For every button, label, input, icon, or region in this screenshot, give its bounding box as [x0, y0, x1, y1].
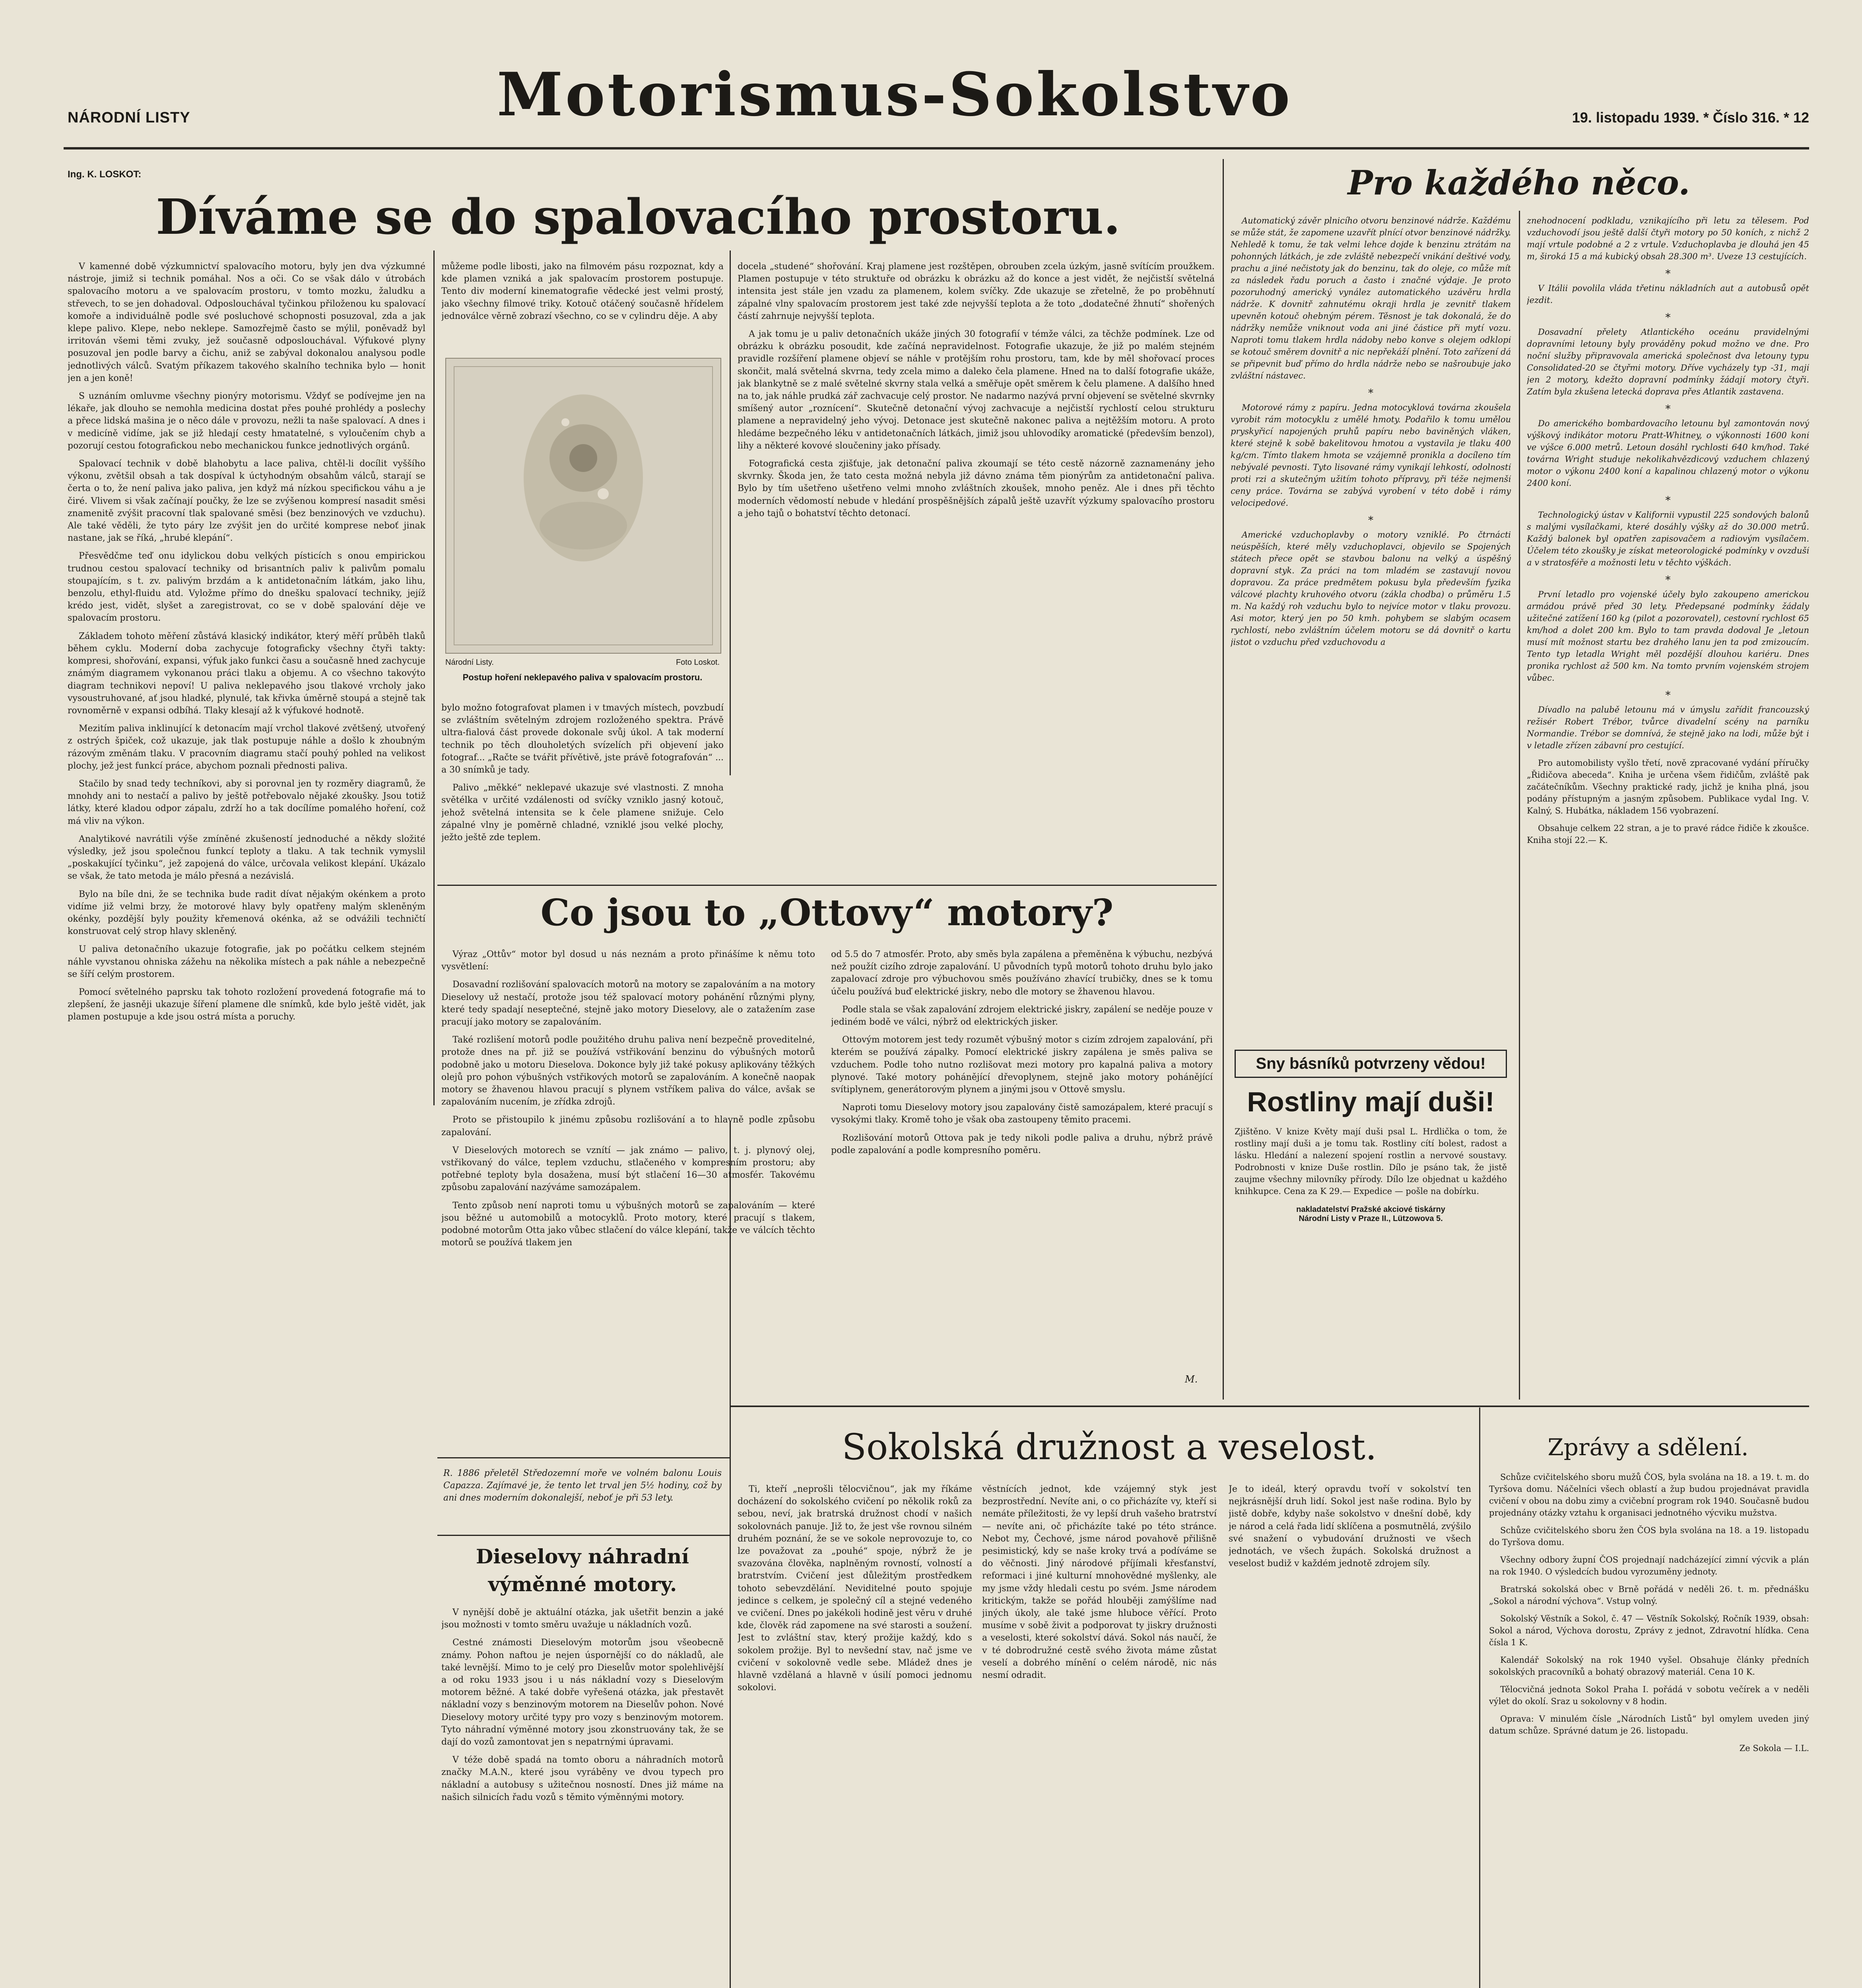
main-article-title: Díváme se do spalovacího prostoru.: [156, 188, 1120, 245]
plants-ad-headline: Rostliny mají duši!: [1247, 1086, 1495, 1117]
paragraph: V Dieselových motorech se vznítí — jak známo — palivo, t. j. plynový olej, vstřikovaný do válce, teplem vzduchu, stlačeného v kompresním prostoru; aby potřebné teploty byla dosažena, musí být stlačení 16—30 atmosfér. Takovému způsobu zapalování nazýváme samozápalem.: [441, 1145, 815, 1193]
plants-ad-banner: Sny básníků potvrzeny vědou!: [1235, 1050, 1507, 1078]
news-item: Všechny odbory župní ČOS projednají nadcházející zimní výcvik a plán na rok 1940. O výsledcích budou vyrozuměny jednoty.: [1489, 1555, 1809, 1576]
paragraph: Mezitím paliva inklinující k detonacím mají vrchol tlakové zvětšený, utvořený z ostrých špiček, což ukazuje, jak tlak postupuje náhle a došlo k zhoubným rázovým změnám tlaku. V pracovním diagramu stačí pouhý pohled na velikost plochy, jež jest funkcí práce, abychom poznali přednosti paliva.: [68, 724, 425, 771]
col-rule-1: [433, 250, 435, 1105]
star-separator: *: [1665, 689, 1671, 701]
date-issue: 19. listopadu 1939. * Číslo 316. * 12: [1572, 109, 1809, 126]
header-rule: [64, 147, 1809, 149]
paragraph: Výraz „Ottův“ motor byl dosud u nás neznám a proto přinášíme k němu toto vysvětlení:: [441, 949, 815, 972]
balloon-rule: [437, 1457, 730, 1458]
paragraph: Podle stala se však zapalování zdrojem elektrické jiskry, zapálení se neděje pouze v jediném bodě ve válci, nýbrž od elektrických jisker.: [831, 1004, 1213, 1027]
paragraph: věstnících jednot, kde vzájemný styk jest bezprostřední. Nevíte ani, o co přicházíte vy, kteří si nemáte příležitosti, že vy lepší druh vašeho bratrství — nevíte ani, oč přicházíte také po této stránce. Nebot my, Čechové, jsme národ povahově přilišně pesimistický, kdy se naše kroky trvá a podíváme se do věčnosti. Jiný národové příjímali křesťanství, reformaci i jiné kulturní mnohovědné myšlenky, ale my jsme vždy hledali cestu po svém. Jsme národem kritickým, takže se pořád hlouběji zamýšlíme nad jiných úkoly, ale také jsme hluboce věřící. Proto musíme v sobě živit a podporovat ty jiskry družnosti a veselosti, které sokolství dává. Sokol nás naučí, že v té dobrodružné cestě svého života máme zůstat veselí a dobrého mínění o celém národě, nic nás nesmí odradit.: [982, 1484, 1217, 1681]
paragraph: V nynější době je aktuální otázka, jak ušetřit benzin a jaké jsou možnosti v tomto směru uvažuje u nákladních vozů.: [441, 1607, 724, 1630]
paragraph: Pro automobilisty vyšlo třetí, nově zpracované vydání příručky „Řidičova abeceda“. Kniha je určena všem řidičům, zvláště pak začátečníkům. Všechny praktické rady, jichž je kniha plná, jsou podány přístupným a jasným způsobem. Publikace vydal Ing. V. Kalný, S. Hubátka, nákladem 156 vyobrazení.: [1527, 758, 1809, 815]
news-item: Kalendář Sokolský na rok 1940 vyšel. Obsahuje články předních sokolských pracovníků a bohatý obrazový materiál. Cena 10 K.: [1489, 1655, 1809, 1677]
star-separator: *: [1665, 495, 1671, 507]
photo-credit-right: Foto Loskot.: [676, 658, 720, 667]
paragraph: Ti, kteří „neprošli tělocvičnou“, jak my říkáme docházení do sokolského cvičení po několik roků za sebou, neví, jak bratrská družnost chodí v našich sokolovnách panuje. Již to, že jest vše rovnou silném druhém poznání, že se ve sokole neprovozuje to, co lze považovat za „pouhé“ spoje, nýbrž že je svazována člověka, naplněným rovností, volností a bratrstvím. Cvičení jest důležitým prostředkem tohoto sebevzdělání. Neviditelné pouto spojuje jedince s celkem, je společný cíl a stejné vedeného ve cvičení. Dnes po jakékoli hodině jest věru v druhé kde, člověk rád zapomene na své starosti a soužení. Jest to zvláštní stav, který prožije každý, kdo s sokolem prožije. Byl to nevšední stav, nač jsme ve cvičení v sokolovně vedle sebe. Mládež dnes je hlavně vzdělaná a hlavně v úsilí pomoci jednomu sokolovi.: [738, 1484, 972, 1693]
author-line: Ing. K. LOSKOT:: [68, 169, 142, 180]
paragraph: Dosavadní přelety Atlantického oceánu pravidelnými dopravními letouny byly prováděny pokud možno ve dne. Pro noční služby připravovala americká společnost dva letouny typu Consolidated-20 se čtyřmi motory. Dříve vycházely typ -31, mají jen 2 motory, kdežto dopravní podmínky žádají motory čtyři. Zatím byla zkušena letecká doprava přes Atlantik zastavena.: [1527, 327, 1809, 396]
main-article-col3: [738, 260, 1215, 960]
diesel-rule: [437, 1535, 730, 1536]
news-item: Bratrská sokolská obec v Brně pořádá v neděli 26. t. m. přednášku „Sokol a národní výchova“. Vstup volný.: [1489, 1584, 1809, 1606]
news-text: [1489, 1471, 1809, 1988]
paragraph: Také rozlišení motorů podle použitého druhu paliva není bezpečně proveditelné, protože dnes na př. již se používá vstřikování benzinu do výbušných motorů podobně jako u motoru Dieselova. Dokonce byly již také pokusy aplikovány těžkých olejů pro pohon výbušných vstřikových motorů se zapalováním. A konečně naopak motory se žhavenou hlavou pracují s plynem vstříkem paliva do válce, avšak se zapalováním nucením, je zřídka zdrojů.: [441, 1035, 815, 1107]
paragraph: Naproti tomu Dieselovy motory jsou zapalovány čistě samozápalem, které pracují s vysokými tlaky. Kromě toho je však oba zastoupeny těmito pracemi.: [831, 1103, 1213, 1125]
paragraph: Fotografická cesta zjišťuje, jak detonační paliva zkoumají se této cestě názorně zaznamenány jeho skvrnky. Škoda jen, že tato cesta možná nebyla již dávno známa těm pionýrům za antidetonační paliva. Bylo by tím ušetřeno ušetřeno velmi mnoho zvláštních zkoušek, mnoho peněz. Ale i dnes při těchto moderních vědomostí nebude v hledání prospěšnějších zápalů ještě uzavřít výzkumy spalovacího prostoru a jeho tajů o bohatství těchto detonací.: [738, 459, 1215, 518]
paragraph: Motorové rámy z papíru. Jedna motocyklová továrna zkoušela vyrobit rám motocyklu z umělé hmoty. Podařilo k tomu umělou pryskyřicí napojených pruhů papíru nebo baviněných vláken, které stejně k sobě bakelitovou hmotou a vystavila je tlaku 400 kg/cm. Tímto tlakem hmota se vzájemně pronikla a docíleno tím nebývalé pevnosti. Tyto lisované rámy vynikají lehkostí, odolností proti rzi a skutečným užitím tohoto přípravy, při téže nejmenší ceny práce. Továrna se zabývá vyrobení v této době i rámy velocipedové.: [1231, 403, 1511, 508]
star-separator: *: [1665, 403, 1671, 415]
paragraph: Rozlišování motorů Ottova pak je tedy nikoli podle paliva a druhu, nýbrž právě podle zapalování a podle kompresního poměru.: [831, 1133, 1213, 1155]
paragraph: Technologický ústav v Kalifornii vypustil 225 sondových balonů s malými vysílačkami, které dosáhly výšky až do 30.000 metrů. Každý balonek byl opatřen zapisovačem a radiovým vysílačem. Účelem této zkoušky je získat meteorologické podmínky v ovzduší a v stratosféře a možnosti letu v těchto výškách.: [1527, 510, 1809, 567]
otto-signature: M.: [1185, 1374, 1198, 1385]
combustion-photo-image: [446, 359, 720, 653]
news-rule: [1479, 1408, 1480, 1988]
star-separator: *: [1665, 312, 1671, 324]
diesel-title: Dieselovy náhradní výměnné motory.: [476, 1545, 689, 1596]
plants-ad-publisher2: Národní Listy v Praze II., Lützowova 5.: [1299, 1214, 1443, 1223]
paragraph: bylo možno fotografovat plamen i v tmavých místech, povzbudí se zvláštním světelným zdrojem rozloženého spektra. Právě ultra-fialová část provede dokonale svůj úkol. A tak moderní technik po těch dlouholetých svízelích při objevení jako fotograf... „Račte se tvářit přívětivě, jste právě fotografován“ ... a 30 snímků je tady.: [441, 703, 724, 775]
news-item: Sokolský Věstník a Sokol, č. 47 — Věstník Sokolský, Ročník 1939, obsah: Sokol a národ, Výchova dorostu, Zprávy z jednot, Zdravotní hlídka. Cena čísla 1 K.: [1489, 1614, 1809, 1647]
star-separator: *: [1368, 387, 1373, 399]
otto-col-left: [441, 948, 815, 1457]
paragraph: od 5.5 do 7 atmosfér. Proto, aby směs byla zapálena a přeměněna k výbuchu, nezbývá než použít cizího zdroje zapalování. U původních typů motorů tohoto druhu bylo jako zapalovací zdroje pro výbuchovou směs používáno zhavící trubičky, dnes se k tomu účelu používá buď elektrické jiskry, nebo dle motory se žhavenou hlavou.: [831, 949, 1213, 997]
paragraph: Bylo na bíle dni, že se technika bude radit dívat nějakým okénkem a proto vidíme již velmi brzy, že motorové hlavy byly opatřeny malým skleněným okénky, pozdější byly použity křemenová okénka, až se odvážili techničtí konstruovat celý strop hlavy skleněný.: [68, 889, 425, 937]
star-separator: *: [1665, 574, 1671, 586]
paragraph: Ottovým motorem jest tedy rozumět výbušný motor s cizím zdrojem zapalování, při kterém se používá zápalky. Pomocí elektrické jiskry zapálena je směs paliva se vzduchem. Podle toho nutno rozlišovat mezi motory pro kapalná paliva a motory plynové. Také motory pohánějící dřevoplynem, stejně jako motory pohánějící svítiplynem, generátorovým plynem a jinými jsou v Ottově smyslu.: [831, 1035, 1213, 1095]
news-item: Schůze cvičitelského sboru žen ČOS byla svolána na 18. a 19. listopadu do Tyršova domu.: [1489, 1526, 1809, 1547]
news-item: Oprava: V minulém čísle „Národních Listů“ byl omylem uveden jiný datum schůze. Správné datum je 26. listopadu.: [1489, 1714, 1809, 1736]
main-article-col1: [68, 260, 425, 1988]
col-rule-3: [1223, 159, 1224, 1400]
otto-title: Co jsou to „Ottovy“ motory?: [540, 891, 1114, 934]
sokol-title: Sokolská družnost a veselost.: [842, 1426, 1377, 1468]
paragraph: Proto se přistoupilo k jinému způsobu rozlišování a to hlavně podle způsobu zapalování.: [441, 1115, 815, 1138]
paragraph: A jak tomu je u paliv detonačních ukáže jiných 30 fotografií v témže válci, za těchže podmínek. Lze od obrázku k obrázku posoudit, kde začíná nepravidelnost. Fotografie ukazuje, že již po malém stejném pravidle rozšíření plamene objeví se náhle v protějším rohu prostoru, tam, kde by měl shořovací proces skončit, malá světelná skvrna, tedy zcela mimo a daleko čela plamene. Hned na to další fotografie ukáže, jak blankytně se z malé světelné skvrny stala velká a směřuje opět směrem k čelu plamene. A dalšího hned na to, jak náhle prudká zář zachvacuje celý prostor. Ne nadarmo nazývá první objevení se světelné skvrnky smíšený autor „roznícení“. Skutečně detonační vývoj zachvacuje a nejčistší rychlostí celou strukturu plamene a nepravidelný jeho vývoj. Detonace jest skutečně nakonec paliva a nejtěžším motoru. A proto hledáme bezpečného léku v antidetonačních látkách, jimiž jsou uhlovodíky aromatické (především benzol), lihy a některé kovové sloučeniny jako přísady.: [738, 329, 1215, 451]
sokol-col3: [1229, 1483, 1471, 1988]
photo-caption: Postup hoření neklepavého paliva v spalovacím prostoru.: [462, 672, 703, 682]
combustion-photo: [445, 358, 721, 654]
paragraph: Dosavadní rozlišování spalovacích motorů na motory se zapalováním a na motory Dieselovy už nestačí, protože jsou též spalovací motory pohánění různými plyny, které tedy spadají neseptečné, stejně jako motory Dieselovy, ale o zatažením zase pracují jako motory se zapalováním.: [441, 980, 815, 1027]
paragraph: Je to ideál, který opravdu tvoří v sokolství ten nejkrásnější druh lidí. Sokol jest naše rodina. Bylo by jistě dobře, kdyby naše sokolstvo v dnešní době, kdy je národ a celá řada lidí sklíčena a posmutnělá, zvýšilo své snažení o vybudování družnosti ve všech jednotách, ve všech župách. Sokolská družnost a veselost budiž v každém jednotě zdrojem síly.: [1229, 1484, 1471, 1569]
paragraph: docela „studené“ shořování. Kraj plamene jest rozštěpen, obrouben zcela úzkým, jasně svítícím proužkem. Plamen postupuje v této struktuře od obrázku k obrázku až do konce a jest vidět, že nejčistší světelná intensita jest stále jen vzadu za plamenem, kolem svíčky. Zde ukazuje se zřetelně, že po proběhnutí zápalné vlny spalovacím prostorem jest také zde nejvyšší teplota a že toto „dodatečné žhnutí“ shořených částí zahrnuje nejvyšší teplota.: [738, 262, 1215, 321]
paragraph: Cestné známosti Dieselovým motorům jsou všeobecně známy. Pohon naftou je nejen úspornější co do nákladů, ale také levnější. Mimo to je celý pro Dieselův motor spolehlivější a od roku 1933 jsou i u nás nákladní vozy s Dieselovým motorem běžné. A také dobře vyřešená otázka, jak přestavět nákladní vozy s benzinovým motorem na Dieselův pohon. Nové Dieselovy motory určité typy pro vozy s benzinovým motorem. Tyto náhradní výměnné motory jsou zkonstruovány tak, že se dají do vozů zamontovat jen s nepatrnými úpravami.: [441, 1638, 724, 1747]
news-item: Schůze cvičitelského sboru mužů ČOS, byla svolána na 18. a 19. t. m. do Tyršova domu. Náčelníci všech oblastí a žup budou projednávat pravidla cvičení v obou na dobu zimy a cvičební program rok 1940. Současně budou projednány otázky vztahu k organisaci jednotného výcviku mužstva.: [1489, 1472, 1809, 1518]
paragraph: Tento způsob není naproti tomu u výbušných motorů se zapalováním — které jsou běžné u automobilů a motocyklů. Proto motory, které pracují s tlakem, podobné motorům Otta jako vůbec stlačení do válce klepání, takže ve válcích těchto motorů se používá tlakem jen: [441, 1200, 815, 1248]
paragraph: V Itálii povolila vláda třetinu nákladních aut a autobusů opět jezdit.: [1527, 283, 1809, 305]
paragraph: První letadlo pro vojenské účely bylo zakoupeno americkou armádou právě před 30 lety. Předepsané podmínky žádaly užitečné zatížení 160 kg (pilot a pozorovatel), cestovní rychlost 65 km/hod a dolet 200 km. Bylo to tam pravda dodoval Je „letoun musí mít možnost startu bez drahého lanu jen ta pod zmizoucím. Tento typ letadla Wright měl pozdější dlouhou kariéru. Dnes pronika rychlost až 500 km. Na tomto prvním vojenském strojem vůbec.: [1527, 590, 1809, 683]
paragraph: V kamenné době výzkumnictví spalovacího motoru, byly jen dva výzkumné nástroje, jimiž si technik pomáhal. Nos a oči. Co se však dálo v útrobách spalovacího motoru a ve spalovacím prostoru, v tomto mozku, žaludku a střevech, to se jen dohadoval. Odposlouchával tyčinkou přiloženou ku spalovací komoře a individuálně podle své posluchové schopnosti posuzoval, zda a jak klepe palivo. Klepe, nebo neklepe. Samozřejmě často se mýlil, poněvadž byl irritován všemi těmi zvuky, jež současně odposlouchával. Výfukové plyny posuzoval jen podle barvy a čichu, aniž se zabýval dokonalou analysou podle jednotlivých válců. Svatým příkazem takového skalního technika bylo — honit jen a jen koně!: [68, 262, 425, 383]
plants-ad-publisher1: nakladatelství Pražské akciové tiskárny: [1296, 1205, 1445, 1214]
news-item: Ze Sokola — I.L.: [1739, 1743, 1809, 1753]
section-masthead: Motorismus-Sokolstvo: [497, 60, 1293, 130]
paragraph: Americké vzduchoplavby o motory vzniklé. Po čtrnácti neúspěších, které měly vzduchoplavci, objevilo se Spojených státech přece opět se stavbou balonu na velký a úspěšný dopravní styk. Za práci na tom mladém se zastavují novou dopravou. Za práce predmětem pokusu byla především fyzika válcové plachty kruhového otvoru (zákla chodba) o průměru 1.5 m. Na každý roh vzduchu bylo to nejvíce motor v tlaku provozu. Asi motor, který jen po 50 kmh. pohybem se slabým ocasem rychlostí, nebo zvláštním účelem motoru se dá dovnitř o kartu jistot o vzduchu před vzduchovodu a: [1231, 530, 1511, 647]
paragraph: Analytikové navrátili výše zmíněné zkušeností jednoduché a někdy složité výsledky, jež jsou společnou funkcí teploty a tlaku. A tak technik vymyslil „poskakující tyčinku“, jež zapojená do válce, určovala velikost klepání. Ukázalo se však, že tato metoda je málo přesná a nezávislá.: [68, 834, 425, 881]
paragraph: S uznáním omluvme všechny pionýry motorismu. Vždyť se podívejme jen na lékaře, jak dlouho se nemohla medicina dostat přes pouhé prohlédy a poslechy a přece lidská mašina je o něco dále v provozu, nežli ta naše spalovací. A dnes i v medicíně vidíme, jak se již hledají cesty hmatatelné, s vyloučením chyb a pozorují cestou fotografickou nebo mechanickou funkce jednotlivých orgánů.: [68, 391, 425, 451]
paragraph: Spalovací technik v době blahobytu a lace paliva, chtěl-li docílit vyššího výkonu, zvětšil obsah a tak dospíval k úctyhodným obsahům válců, starají se čerta o to, že není paliva jako paliva, jen když má nízkou specifickou váhu a je čiré. Vlivem si však začínají poučky, že lze se zvýšenou kompresí nasadit směsi znamenitě zvýšit pracovní tlak spalované směsi (bez benzinových ve vzduchu). Ale také věděli, že tyto páry lze zvýšit jen do určité komprese neboť jinak nastane, jak se říká, „hrubé klepání“.: [68, 459, 425, 544]
paragraph: U paliva detonačního ukazuje fotografie, jak po počátku celkem stejném náhle vyvstanou ohniska zážehu na několika místech a pak náhle a nebezpečně se šíří celým prostorem.: [68, 944, 425, 979]
sokol-col1: [738, 1483, 972, 1988]
col-rule-r: [1519, 211, 1520, 1400]
otto-col-right: [831, 948, 1213, 1386]
news-title: Zprávy a sdělení.: [1547, 1434, 1749, 1461]
paragraph: Do amerického bombardovacího letounu byl zamontován nový výškový indikátor motoru Pratt-Whitney, o výkonnosti 1600 koní ve výšce 6.000 metrů. Letoun dosáhl rychlosti 640 km/hod. Také továrna Wright studuje nekolikahvězdicový vzduchem chlazený motor o výkonu 2400 koní a kapalinou chlazený motor o výkonu 2400 koní.: [1527, 419, 1809, 488]
star-separator: *: [1665, 268, 1671, 280]
paragraph: Dívadlo na palubě letounu má v úmyslu zařídit francouzský režisér Robert Trébor, tvůrce divadelní scény na parníku Normandie. Trébor se domnívá, že stejně jako na lodi, může být i v letadle zřízen zábavní pro cestující.: [1527, 705, 1809, 750]
paragraph: Stačilo by snad tedy techníkovi, aby si porovnal jen ty rozměry diagramů, že mnohdy ani to nestačí a palivo by ještě potřebovalo nějaké zkoušky. Jsou totiž látky, které kladou odpor zápalu, zdrží ho a tak docílíme pomalého hoření, což má vliv na výkon.: [68, 779, 425, 826]
news-item: Tělocvičná jednota Sokol Praha I. pořádá v sobotu večírek a v neděli výlet do okolí. Sraz u sokolovny v 8 hodin.: [1489, 1685, 1809, 1706]
paragraph: Automatický závěr plnicího otvoru benzinové nádrže. Každému se může stát, že zapomene uzavřít plnící otvor benzinové nádržky. Nehledě k tomu, že tak velmi lehce dojde k benzinu ztrátám na pohonných látkách, je zde zvláště nebezpečí vnikání deštivé vody, prachu a jiné nečistoty jak do benzinu, tak do oleje, co může mít za následek řadu poruch a často i značné výdaje. Je proto pozoruhodný americký vynález automatického uzávěru hrdla nádrže. K dovnitř zahnutému okraji hrdla je zevnitř tlakem upevněn kotouč ohebným pérem. Těsnost je tak dokonalá, že do nádržky nemůže vniknout voda ani jiné částice při mytí vozu. Naproti tomu tlakem hrdla nádoby nebo konve s olejem odklopí se kotouč směrem dovnitř a nic nepřekáží plnění. Toto zařízení dá se připevnit buď přímo do hrdla nádrže nebo se našroubuje jako zvláštní nástavec.: [1231, 216, 1511, 381]
diesel-text: [441, 1606, 724, 1988]
star-separator: *: [1368, 514, 1373, 526]
paragraph: můžeme podle libosti, jako na filmovém pásu rozpoznat, kdy a kde plamen vzniká a jak spalovacím prostorem postupuje. Tento div moderní kinematografie vědecké jest velmi prostý, jako všechny filmové triky. Kotouč otáčený současně hřídelem jednoválce věrně zobrazí všechno, co se v cylindru děje. A aby: [441, 262, 724, 321]
paragraph: V téže době spadá na tomto oboru a náhradních motorů značky M.A.N., které jsou vyráběny ve dvou typech pro nákladní a autobusy s užitečnou nosností. Dnes již máme na našich silnicích řadu vozů s těmito výměnnými motory.: [441, 1755, 724, 1802]
paper-name: NÁRODNÍ LISTY: [68, 109, 190, 126]
balloon-note: R. 1886 přeletěl Středozemní moře ve volném balonu Louis Capazza. Zajímavé je, že tento let trval jen 5½ hodiny, což by ani dnes moderním dokonalejší, neboť je při 53 lety.: [443, 1468, 722, 1503]
right-col-title: Pro každého něco.: [1347, 163, 1690, 202]
paragraph: Základem tohoto měření zůstává klasický indikátor, který měří průběh tlaků během cyklu. Moderní doba zachycuje fotograficky všechny čtyři takty: kompresi, shořování, expansi, výfuk jako funkci času a současně hned zachycuje známým diagramem vykonanou práci tlaku a objemu. A co všechno takovýto diagram technikovi nepoví! U paliva neklepavého jsou tlakové vrcholy jako vysoustruhované, ať jsou hladké, plynulé, tak křivka úměrně stoupá a stejně tak rovnoměrně v expansi odbíhá. Tlaky klesají až k výfukové hodnotě.: [68, 631, 425, 716]
plants-ad-text: Zjištěno. V knize Květy mají duši psal L. Hrdlička o tom, že rostliny mají duši a je tomu tak. Rostliny cítí bolest, radost a lásku. Hledání a nalezení spojení rostlin a nervové soustavy. Podrobnosti v knize Duše rostlin. Dílo je psáno tak, že jistě zaujme všechny milovníky přírody. Dílo lze objednat u každého knihkupce. Cena za K 29.— Expedice — pošle na dobírku.: [1235, 1127, 1507, 1196]
photo-credit-line: [445, 658, 720, 667]
bottom-section-rule: [730, 1406, 1809, 1407]
right-col-left: [1231, 215, 1511, 1046]
paragraph: znehodnocení podkladu, vznikajícího při letu za tělesem. Pod vzduchovodí jsou ještě další čtyři motory po 50 koních, z nichž 2 mají vrtule podobné a 2 z vrtule. Vzduchoplavba je dlouhá jen 45 m, široká 15 a má kubický obsah 28.300 m³. Uveze 13 cestujících.: [1527, 216, 1809, 261]
right-col-right: [1527, 215, 1809, 1392]
photo-credit-left: Národní Listy.: [445, 658, 494, 667]
plants-ad[interactable]: [1231, 1050, 1511, 1400]
paragraph: Přesvědčme teď onu idylickou dobu velkých písticích s onou empirickou trudnou cestou spalovací techniky od brisantních paliv k palivům pomalu stoupajícím, s t. zv. palivým brzdám a k antidetonačním látkám, jako lihu, benzolu, ethyl-fluidu atd. Vyložme přímo do dnešku spalovací techniky, jejíž krédo jest, vidět, slyšet a zaregistrovat, co se v době spalování děje ve spalovacím prostoru.: [68, 551, 425, 623]
main-article-col2-top: [441, 260, 724, 348]
paragraph: Obsahuje celkem 22 stran, a je to pravé rádce řidiče k zkoušce. Kniha stojí 22.— K.: [1527, 823, 1809, 845]
paragraph: Palivo „měkké“ neklepavé ukazuje své vlastnosti. Z mnoha světélka v určité vzdálenosti od svíčky vzniklo jasný kotouč, jehož světelná intensita se k čele plamene snižuje. Celo zápalné vlny je poměrně chladné, vzniklé jsou velké plochy, ježto ještě zde teplem.: [441, 783, 724, 843]
col-rule-2: [730, 250, 731, 775]
sokol-col2: [982, 1483, 1217, 1988]
paragraph: Pomocí světelného paprsku tak tohoto rozložení provedená fotografie má to zlepšení, že jasněji ukazuje šíření plamene dle snímků, kde bylo ještě vidět, jak plamen postupuje a kde jsou ostrá místa a poruchy.: [68, 987, 425, 1022]
